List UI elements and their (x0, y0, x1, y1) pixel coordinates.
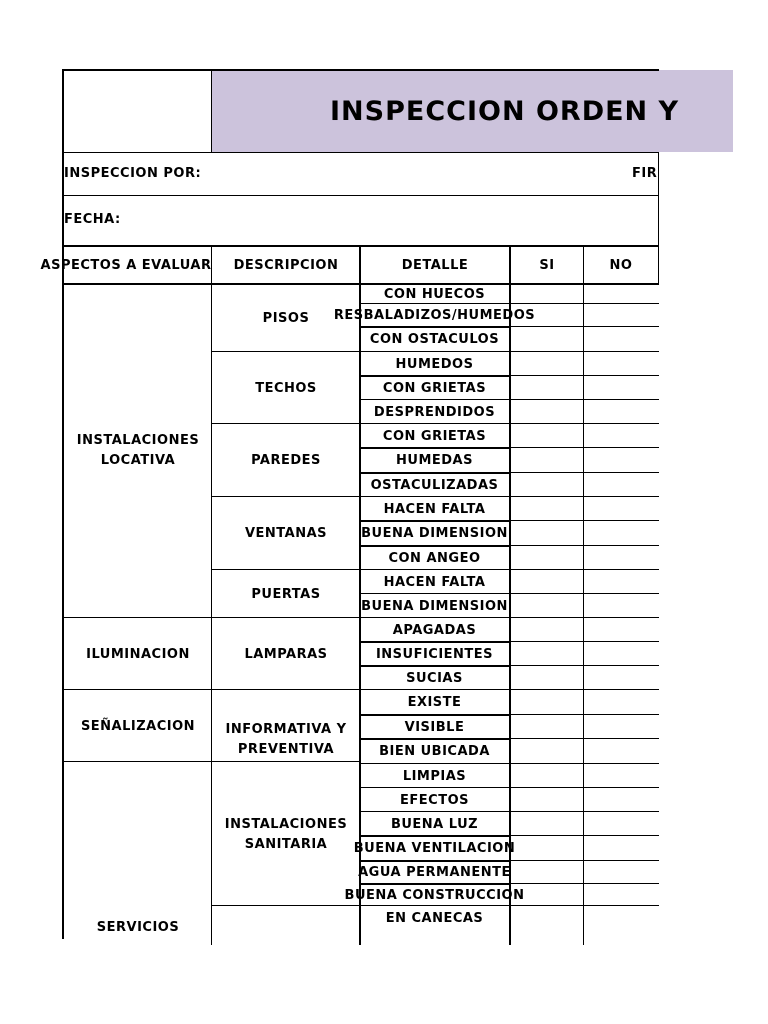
answer-row-border (510, 763, 659, 764)
yes-checkbox-cell[interactable] (510, 836, 583, 861)
no-checkbox-cell[interactable] (584, 473, 658, 497)
detail-cell: EFECTOS (400, 792, 469, 808)
no-checkbox-cell[interactable] (584, 570, 658, 594)
title-bottom-border (62, 152, 659, 153)
no-column-line (658, 245, 659, 285)
detail-row-border (360, 883, 510, 885)
date-label: FECHA: (64, 212, 121, 227)
detail-cell: AGUA PERMANENTE (358, 865, 511, 880)
detail-cell: CON GRIETAS (382, 428, 487, 444)
detail-row-border (360, 326, 510, 328)
yes-checkbox-cell[interactable] (510, 861, 583, 884)
answer-row-border (510, 496, 659, 497)
yes-checkbox-cell[interactable] (510, 327, 583, 352)
detail-row-border (360, 423, 510, 424)
answer-row-border (510, 883, 659, 884)
no-checkbox-cell[interactable] (584, 594, 658, 618)
detail-row-border (360, 689, 510, 690)
no-checkbox-cell[interactable] (584, 764, 658, 788)
answer-row-border (510, 738, 659, 739)
form-title: INSPECCION ORDEN Y (330, 96, 680, 127)
no-checkbox-cell[interactable] (584, 546, 658, 570)
detail-cell: VISIBLE (404, 719, 465, 735)
header-detail: DETALLE (401, 257, 469, 273)
answer-row-border (510, 835, 659, 836)
detail-cell: DESPRENDIDOS (373, 404, 496, 420)
detail-row-border (360, 763, 510, 764)
detail-cell: HACEN FALTA (383, 574, 486, 590)
desc-paredes: PAREDES (251, 453, 321, 468)
no-checkbox-cell[interactable] (584, 400, 658, 424)
detail-row-border (360, 472, 510, 474)
desc-lamparas: LAMPARAS (244, 646, 328, 662)
description-column-line (359, 245, 361, 945)
answer-row-border (510, 905, 659, 906)
column-header-bottom (62, 283, 659, 285)
yes-checkbox-cell[interactable] (510, 448, 583, 473)
detail-row-border (360, 641, 510, 643)
detail-row-border (360, 375, 510, 377)
answer-row-border (510, 641, 659, 642)
answer-row-border (510, 303, 659, 304)
yes-checkbox-cell[interactable] (510, 642, 583, 666)
answer-row-border (510, 593, 659, 594)
desc-techos: TECHOS (255, 380, 317, 396)
yes-checkbox-cell[interactable] (510, 739, 583, 764)
yes-checkbox-cell[interactable] (510, 424, 583, 448)
table-left-border (62, 69, 64, 939)
no-checkbox-cell[interactable] (584, 861, 658, 884)
answer-row-border (510, 545, 659, 546)
yes-column-line (583, 245, 584, 945)
yes-checkbox-cell[interactable] (510, 666, 583, 690)
detail-cell: CON GRIETAS (382, 380, 487, 396)
aspect-servicios: SERVICIOS (96, 920, 180, 935)
detail-cell: BUENA CONSTRUCCION (344, 887, 525, 903)
detail-row-border (360, 860, 510, 862)
yes-checkbox-cell[interactable] (510, 304, 583, 327)
yes-checkbox-cell[interactable] (510, 400, 583, 424)
detail-cell: OSTACULIZADAS (370, 477, 499, 493)
description-separator (211, 351, 360, 352)
answer-row-border (510, 714, 659, 715)
desc-pisos: PISOS (262, 310, 310, 326)
description-separator (211, 569, 360, 570)
no-checkbox-cell[interactable] (584, 666, 658, 690)
inspector-row-border (62, 195, 659, 196)
no-checkbox-cell[interactable] (584, 497, 658, 521)
detail-row-border (360, 835, 510, 837)
description-separator (211, 689, 360, 690)
yes-checkbox-cell[interactable] (510, 884, 583, 906)
no-checkbox-cell[interactable] (584, 788, 658, 812)
detail-row-border (360, 738, 510, 740)
detail-cell: CON ANGEO (388, 550, 481, 566)
aspect-instalaciones-locativa: INSTALACIONES LOCATIVA (76, 433, 200, 468)
answer-row-border (510, 787, 659, 788)
detail-cell: RESBALADIZOS/HUMEDOS (333, 308, 536, 323)
title-top-border (62, 69, 659, 71)
header-no: NO (609, 257, 633, 273)
no-checkbox-cell[interactable] (584, 521, 658, 546)
no-checkbox-cell[interactable] (584, 739, 658, 764)
answer-row-border (510, 472, 659, 473)
description-separator (211, 905, 360, 906)
detail-cell: HUMEDOS (395, 356, 474, 372)
no-checkbox-cell[interactable] (584, 284, 658, 304)
detail-row-border (360, 593, 510, 594)
answer-row-border (510, 375, 659, 376)
yes-checkbox-cell[interactable] (510, 906, 583, 930)
signature-label: FIR (632, 166, 658, 181)
no-checkbox-cell[interactable] (584, 376, 658, 400)
detail-cell: CON OSTACULOS (369, 332, 500, 347)
detail-row-border (360, 714, 510, 716)
yes-checkbox-cell[interactable] (510, 690, 583, 715)
no-checkbox-cell[interactable] (584, 327, 658, 352)
detail-cell: LIMPIAS (402, 768, 467, 784)
answer-row-border (510, 665, 659, 666)
detail-row-border (360, 447, 510, 449)
detail-cell: BUENA DIMENSION (361, 598, 508, 614)
yes-checkbox-cell[interactable] (510, 521, 583, 546)
detail-row-border (360, 399, 510, 400)
answer-row-border (510, 689, 659, 690)
description-separator (211, 423, 360, 424)
yes-checkbox-cell[interactable] (510, 764, 583, 788)
header-description: DESCRIPCION (233, 257, 339, 273)
detail-cell: EN CANECAS (385, 910, 484, 926)
yes-checkbox-cell[interactable] (510, 376, 583, 400)
detail-row-border (360, 545, 510, 547)
detail-cell: SUCIAS (406, 670, 463, 686)
yes-checkbox-cell[interactable] (510, 546, 583, 570)
desc-servicios-next (212, 906, 360, 930)
answer-row-border (510, 520, 659, 521)
answer-row-border (510, 569, 659, 570)
answer-row-border (510, 351, 659, 352)
yes-checkbox-cell[interactable] (510, 473, 583, 497)
yes-checkbox-cell[interactable] (510, 812, 583, 836)
no-checkbox-cell[interactable] (584, 812, 658, 836)
aspect-separator (62, 761, 212, 762)
aspect-iluminacion: ILUMINACION (86, 646, 190, 662)
aspect-separator (62, 689, 212, 690)
desc-informativa-preventiva: INFORMATIVA Y PREVENTIVA (225, 722, 347, 757)
detail-cell: APAGADAS (392, 622, 477, 638)
yes-checkbox-cell[interactable] (510, 284, 583, 304)
description-separator (211, 617, 360, 618)
detail-row-border (360, 496, 510, 497)
detail-row-border (360, 520, 510, 522)
inspected-by-label: INSPECCION POR: (64, 166, 202, 181)
answer-row-border (510, 860, 659, 861)
aspect-separator (62, 617, 212, 618)
yes-checkbox-cell[interactable] (510, 715, 583, 739)
answer-row-border (510, 326, 659, 327)
logo-cell-divider (211, 69, 212, 153)
no-checkbox-cell[interactable] (584, 642, 658, 666)
detail-cell: CON HUECOS (383, 286, 486, 302)
no-checkbox-cell[interactable] (584, 304, 658, 327)
detail-row-border (360, 617, 510, 618)
yes-checkbox-cell[interactable] (510, 788, 583, 812)
detail-row-border (360, 787, 510, 788)
answer-row-border (510, 617, 659, 618)
detail-cell: HACEN FALTA (383, 501, 486, 517)
detail-cell: BUENA DIMENSION (361, 526, 508, 541)
description-separator (211, 761, 360, 762)
yes-checkbox-cell[interactable] (510, 352, 583, 376)
yes-checkbox-cell[interactable] (510, 570, 583, 594)
no-checkbox-cell[interactable] (584, 618, 658, 642)
detail-row-border (360, 569, 510, 570)
detail-cell: EXISTE (407, 695, 462, 710)
no-checkbox-cell[interactable] (584, 836, 658, 861)
desc-instalaciones-sanitaria: INSTALACIONES SANITARIA (224, 817, 348, 852)
aspect-senalizacion: SEÑALIZACION (80, 718, 196, 734)
answer-row-border (510, 399, 659, 400)
yes-checkbox-cell[interactable] (510, 497, 583, 521)
no-checkbox-cell[interactable] (584, 448, 658, 473)
detail-cell: HUMEDAS (396, 453, 473, 468)
detail-row-border (360, 351, 510, 352)
yes-checkbox-cell[interactable] (510, 594, 583, 618)
no-checkbox-cell[interactable] (584, 906, 658, 930)
detail-cell: BIEN UBICADA (379, 744, 490, 759)
header-yes: SI (539, 257, 555, 273)
detail-cell: BUENA LUZ (390, 816, 479, 832)
desc-puertas: PUERTAS (251, 586, 321, 602)
desc-ventanas: VENTANAS (244, 526, 328, 541)
detail-row-border (360, 811, 510, 812)
detail-cell: INSUFICIENTES (375, 646, 494, 662)
header-aspects: ASPECTOS A EVALUAR (40, 257, 212, 273)
no-checkbox-cell[interactable] (584, 715, 658, 739)
header-right-border (658, 152, 659, 246)
answer-row-border (510, 811, 659, 812)
no-checkbox-cell[interactable] (584, 884, 658, 906)
detail-cell: BUENA VENTILACION (353, 841, 516, 856)
answer-row-border (510, 447, 659, 448)
detail-row-border (360, 303, 510, 304)
detail-column-line (509, 245, 511, 945)
detail-row-border (360, 905, 510, 906)
yes-checkbox-cell[interactable] (510, 618, 583, 642)
no-checkbox-cell[interactable] (584, 352, 658, 376)
description-separator (211, 496, 360, 497)
answer-row-border (510, 423, 659, 424)
no-checkbox-cell[interactable] (584, 690, 658, 715)
aspect-column-line (211, 245, 212, 945)
no-checkbox-cell[interactable] (584, 424, 658, 448)
detail-row-border (360, 665, 510, 667)
